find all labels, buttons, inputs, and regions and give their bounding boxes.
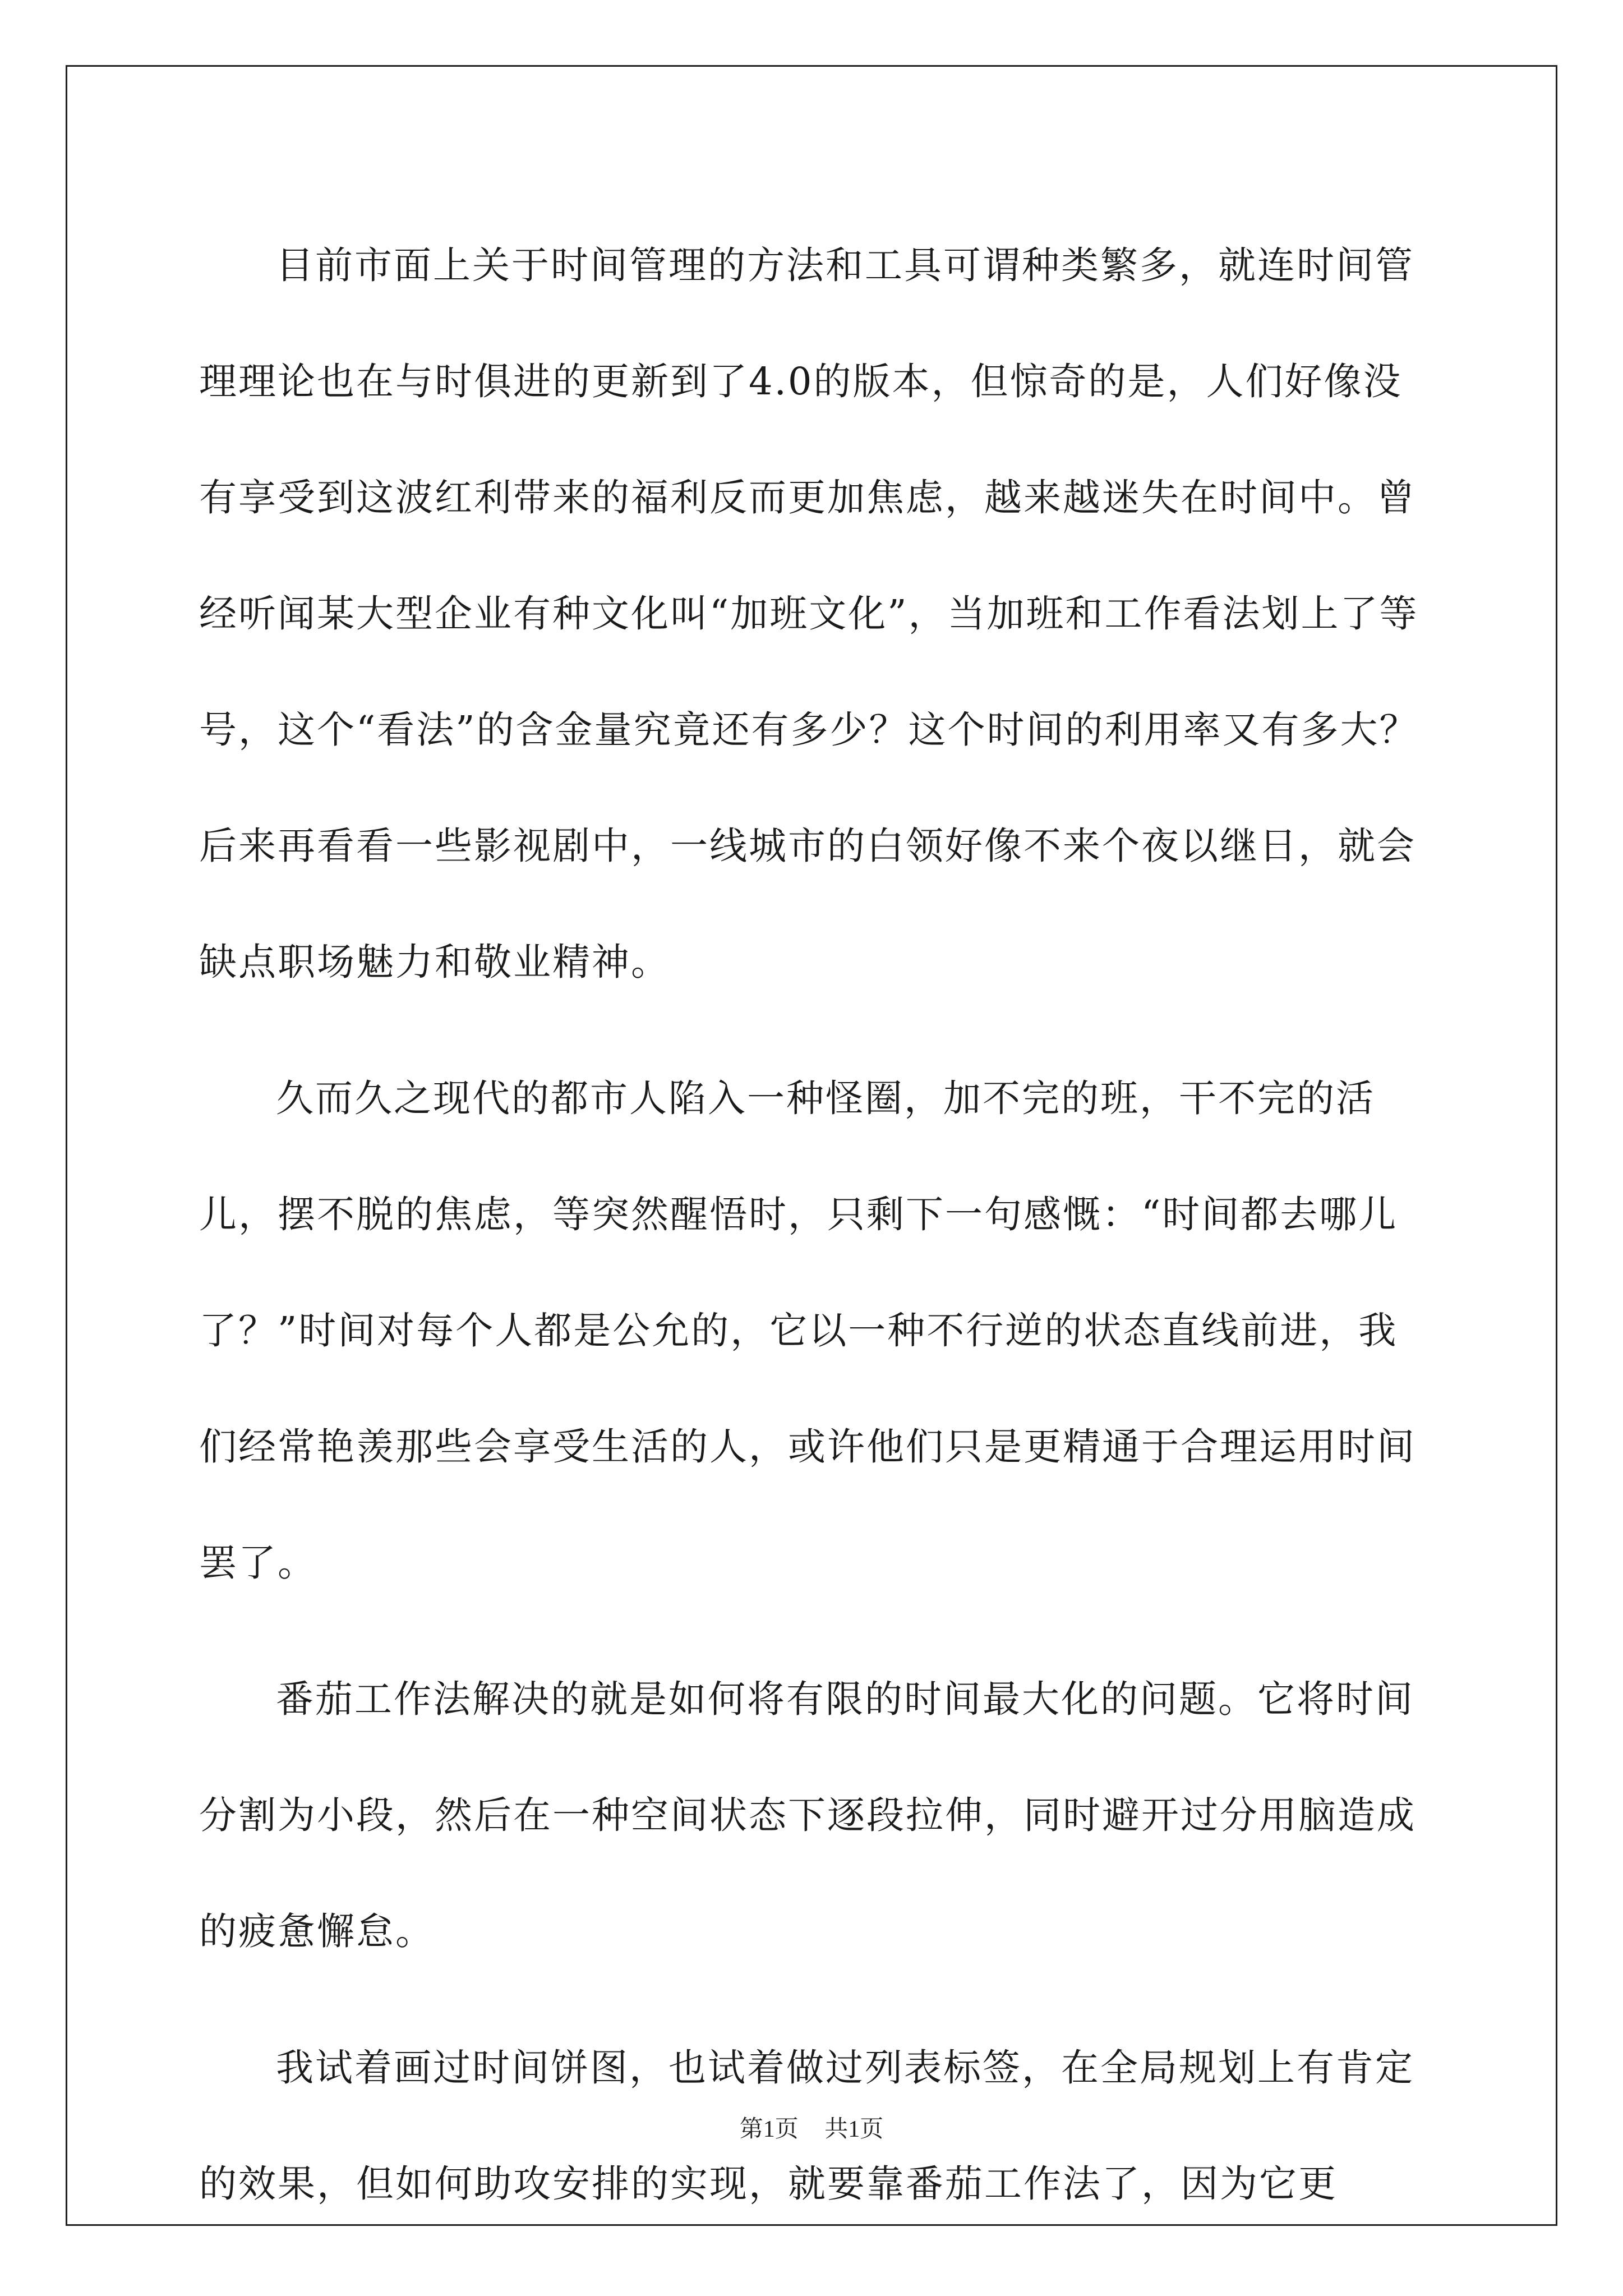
page-footer xyxy=(0,2110,1623,2144)
paragraph-4: 我试着画过时间饼图，也试着做过列表标签，在全局规划上有肯定的效果，但如何助攻安排的实现，就要靠番茄工作法了，因为它更 xyxy=(199,2046,1414,2206)
paragraph-1: 目前市面上关于时间管理的方法和工具可谓种类繁多，就连时间管理理论也在与时俱进的更新到了4.0的版本，但惊奇的是，人们好像没有享受到这波红利带来的福利反而更加焦虑，越来越迷失在时间中。曾经听闻某大型企业有种文化叫“加班文化”，当加班和工作看法划上了等号，这个“看法”的含金量究竟还有多少？这个时间的利用率又有多大？后来再看看一些影视剧中，一线城市的白领好像不来个夜以继日，就会缺点职场魅力和敬业精神。 xyxy=(199,243,1419,984)
page-number: 第1页 xyxy=(739,2116,799,2142)
paragraph-2: 久而久之现代的都市人陷入一种怪圈，加不完的班，干不完的活儿，摆不脱的焦虑，等突然醒悟时，只剩下一句感慨：“时间都去哪儿了？”时间对每个人都是公允的，它以一种不行逆的状态直线前进，我们经常艳羡那些会享受生活的人，或许他们只是更精通于合理运用时间罢了。 xyxy=(199,1076,1416,1585)
page-total: 共1页 xyxy=(824,2116,884,2142)
document-body xyxy=(199,208,1427,2262)
paragraph-3: 番茄工作法解决的就是如何将有限的时间最大化的问题。它将时间分割为小段，然后在一种空间状态下逐段拉伸，同时避开过分用脑造成的疲惫懈怠。 xyxy=(199,1677,1416,1953)
